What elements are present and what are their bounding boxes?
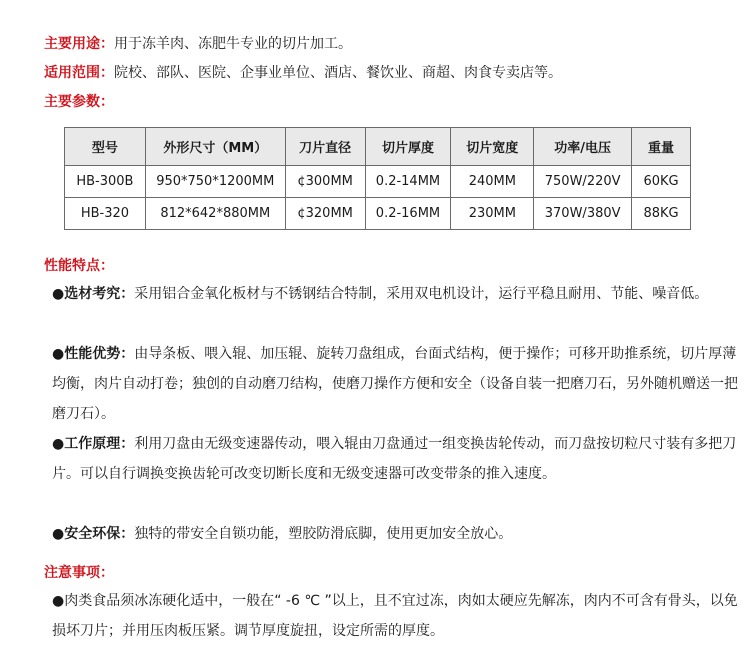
spec-table xyxy=(64,127,691,230)
bullet-icon: ● xyxy=(52,526,65,542)
table-cell: 370W/380V xyxy=(534,198,632,230)
feature-item-materials xyxy=(52,279,742,309)
feature-item-advantages xyxy=(52,339,742,429)
th-slice-width: 切片宽度 xyxy=(451,128,534,166)
table-cell: 60KG xyxy=(632,166,691,198)
note-item xyxy=(52,586,742,646)
feature-title: 选材考究： xyxy=(64,286,135,302)
feature-text: 独特的带安全自锁功能，塑胶防滑底脚，使用更加安全放心。 xyxy=(134,526,513,542)
table-cell: 812*642*880MM xyxy=(145,198,285,230)
feature-title: 安全环保： xyxy=(64,526,135,542)
table-cell: 88KG xyxy=(632,198,691,230)
table-cell: ¢320MM xyxy=(285,198,365,230)
table-cell: ¢300MM xyxy=(285,166,365,198)
bullet-icon: ● xyxy=(52,436,65,452)
table-cell: 230MM xyxy=(451,198,534,230)
features-heading: 性能特点： xyxy=(44,258,114,274)
feature-item-safety xyxy=(52,519,742,549)
bullet-icon: ● xyxy=(52,346,65,362)
note-text: 肉类食品须冰冻硬化适中，一般在“ -6 ℃ ”以上，且不宜过冻，肉如太硬应先解冻，肉内不可含有骨头，以免损坏刀片；并用压肉板压紧。调节厚度旋扭，设定所需的厚度。 xyxy=(52,593,738,639)
bullet-icon: ● xyxy=(52,286,65,302)
feature-text: 采用铝合金氧化板材与不锈钢结合特制，采用双电机设计，运行平稳且耐用、节能、噪音低。 xyxy=(134,286,709,302)
th-slice-thickness: 切片厚度 xyxy=(365,128,451,166)
table-header-row xyxy=(65,128,691,166)
feature-text: 利用刀盘由无级变速器传动，喂入辊由刀盘通过一组变换齿轮传动，而刀盘按切粒尺寸装有多把刀片。可以自行调换变换齿轮可改变切断长度和无级变速器可改变带条的推入速度。 xyxy=(52,436,737,482)
params-heading: 主要参数： xyxy=(44,94,114,110)
bullet-icon: ● xyxy=(52,593,65,609)
table-cell: 950*750*1200MM xyxy=(145,166,285,198)
feature-item-principle xyxy=(52,429,742,489)
table-cell: HB-300B xyxy=(65,166,146,198)
notes-heading: 注意事项： xyxy=(44,565,114,581)
usage-label: 主要用途： xyxy=(44,36,114,52)
table-cell: 0.2-14MM xyxy=(365,166,451,198)
usage-line xyxy=(44,34,352,54)
feature-text: 由导条板、喂入辊、加压辊、旋转刀盘组成，台面式结构，便于操作；可移开助推系统，切片厚薄均衡，肉片自动打卷；独创的自动磨刀结构，使磨刀操作方便和安全（设备自装一把磨刀石，另外随机赠送一把磨刀石）。 xyxy=(52,346,738,422)
scope-line xyxy=(44,63,562,83)
th-blade-diameter: 刀片直径 xyxy=(285,128,365,166)
scope-label: 适用范围： xyxy=(44,65,114,81)
table-cell: 0.2-16MM xyxy=(365,198,451,230)
th-dimensions: 外形尺寸（MM） xyxy=(145,128,285,166)
feature-title: 工作原理： xyxy=(64,436,135,452)
table-row xyxy=(65,166,691,198)
th-weight: 重量 xyxy=(632,128,691,166)
feature-title: 性能优势： xyxy=(64,346,135,362)
th-model: 型号 xyxy=(65,128,146,166)
usage-text: 用于冻羊肉、冻肥牛专业的切片加工。 xyxy=(114,36,352,52)
th-power-voltage: 功率/电压 xyxy=(534,128,632,166)
table-cell: HB-320 xyxy=(65,198,146,230)
scope-text: 院校、部队、医院、企事业单位、酒店、餐饮业、商超、肉食专卖店等。 xyxy=(114,65,562,81)
table-row xyxy=(65,198,691,230)
table-cell: 240MM xyxy=(451,166,534,198)
table-cell: 750W/220V xyxy=(534,166,632,198)
